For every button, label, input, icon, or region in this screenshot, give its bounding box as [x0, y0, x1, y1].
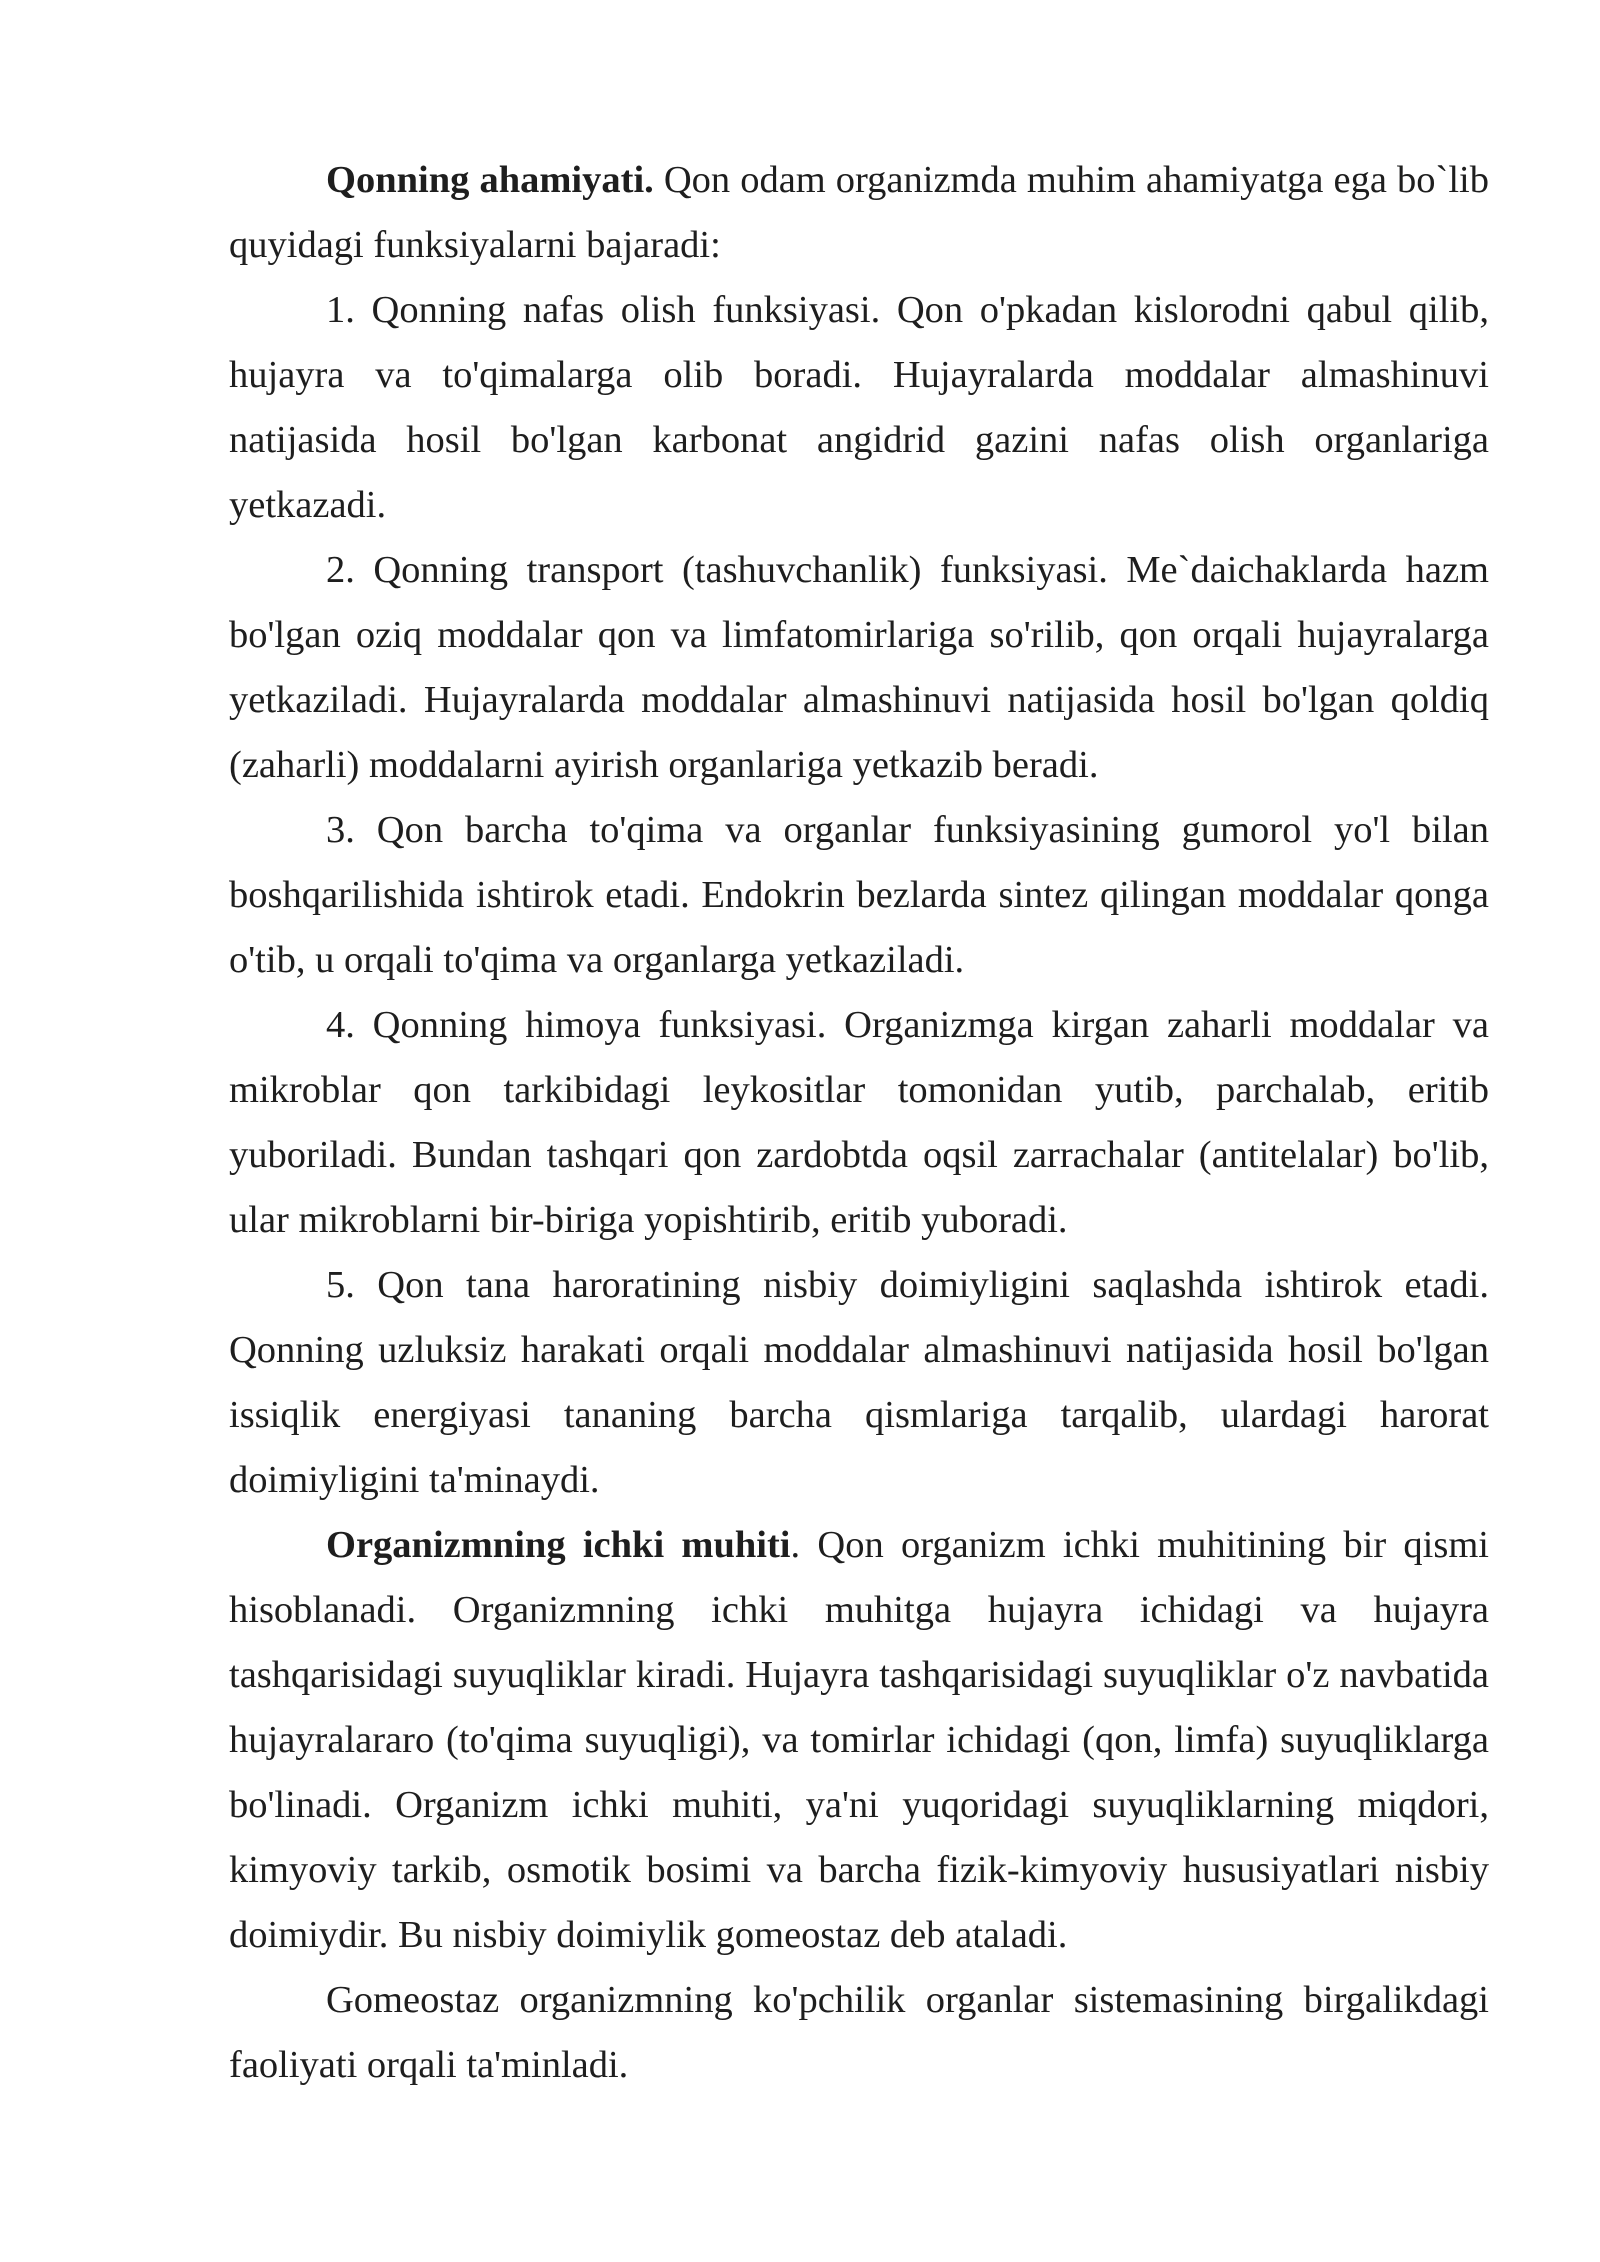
list-item-protective-function: 4. Qonning himoya funksiyasi. Organizmga kirgan zaharli moddalar va mikroblar qon tarkibidagi leykositlar tomonidan yutib, parchalab, eritib yuboriladi. Bundan tashqari qon zardobtda oqsil zarrachalar (antitelalar) bo'lib, ular mikroblarni bir-biriga yopishtirib, eritib yuboradi.: [229, 1004, 1489, 1241]
list-item-thermoregulation: 5. Qon tana haroratining nisbiy doimiyligini saqlashda ishtirok etadi. Qonning uzluksiz harakati orqali moddalar almashinuvi natijasida hosil bo'lgan issiqlik energiyasi tananing barcha qismlariga tarqalib, ulardagi harorat doimiyligini ta'minaydi.: [229, 1264, 1489, 1501]
list-item-transport-function: 2. Qonning transport (tashuvchanlik) funksiyasi. Me`daichaklarda hazm bo'lgan oziq moddalar qon va limfatomirlariga so'rilib, qon orqali hujayralarga yetkaziladi. Hujayralarda moddalar almashinuvi natijasida hosil bo'lgan qoldiq (zaharli) moddalarni ayirish organlariga yetkazib beradi.: [229, 549, 1489, 786]
paragraph-internal-environment: [229, 1513, 1489, 1968]
paragraph-text: Qon odam organizmda muhim ahamiyatga ega bo`lib quyidagi funksiyalarni bajaradi:: [229, 159, 1489, 266]
list-item-humoral-regulation: 3. Qon barcha to'qima va organlar funksiyasining gumorol yo'l bilan boshqarilishida ishtirok etadi. Endokrin bezlarda sintez qilingan moddalar qonga o'tib, u orqali to'qima va organlarga yetkaziladi.: [229, 809, 1489, 981]
heading-blood-importance: Qonning ahamiyati.: [326, 159, 654, 201]
paragraph-homeostasis: Gomeostaz organizmning ko'pchilik organlar sistemasining birgalikdagi faoliyati orqali ta'minladi.: [229, 1979, 1489, 2086]
paragraph-blood-importance: [229, 148, 1489, 278]
list-item-respiratory-function: 1. Qonning nafas olish funksiyasi. Qon o'pkadan kislorodni qabul qilib, hujayra va to'qimalarga olib boradi. Hujayralarda moddalar almashinuvi natijasida hosil bo'lgan karbonat angidrid gazini nafas olish organlariga yetkazadi.: [229, 289, 1489, 526]
paragraph-text: . Qon organizm ichki muhitining bir qismi hisoblanadi. Organizmning ichki muhitga hujayra ichidagi va hujayra tashqarisidagi suyuqliklar kiradi. Hujayra tashqarisidagi suyuqliklar o'z navbatida hujayralararo (to'qima suyuqligi), va tomirlar ichidagi (qon, limfa) suyuqliklarga bo'linadi. Organizm ichki muhiti, ya'ni yuqoridagi suyuqliklarning miqdori, kimyoviy tarkib, osmotik bosimi va barcha fizik-kimyoviy hususiyatlari nisbiy doimiydir. Bu nisbiy doimiylik gomeostaz deb ataladi.: [229, 1524, 1489, 1956]
heading-internal-environment: Organizmning ichki muhiti: [326, 1524, 791, 1566]
